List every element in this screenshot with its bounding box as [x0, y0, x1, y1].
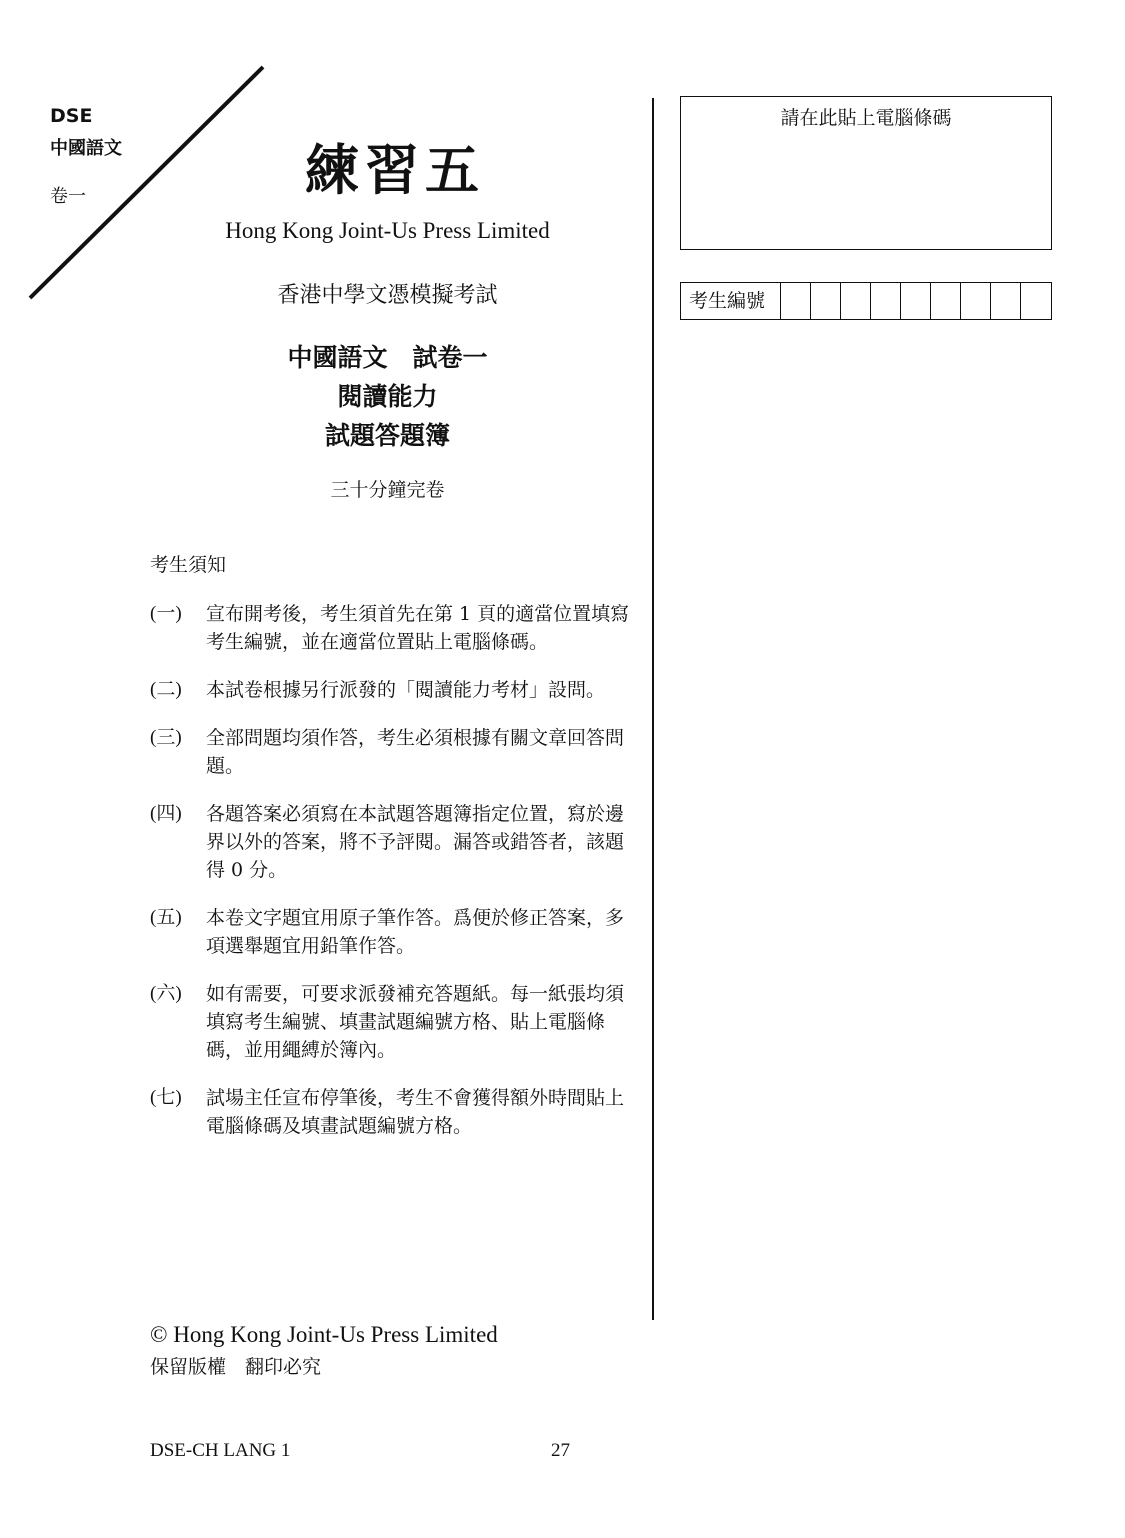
subject-line: 中國語文 試卷一 [287, 343, 488, 372]
publisher-name: Hong Kong Joint-Us Press Limited [225, 218, 550, 243]
instruction-number: (一) [150, 603, 182, 624]
instruction-item [150, 724, 630, 780]
candidate-number-cell[interactable] [811, 283, 841, 319]
corner-exam-label: DSE [50, 105, 93, 127]
instruction-number: (三) [150, 727, 182, 748]
instruction-text: 各題答案必須寫在本試題答題簿指定位置，寫於邊界以外的答案，將不予評閱。漏答或錯答者，該題得 0 分。 [206, 803, 625, 881]
instruction-item [150, 800, 630, 884]
candidate-number-label: 考生編號 [681, 283, 781, 319]
footer-page-number: 27 [551, 1440, 570, 1461]
instruction-number: (六) [150, 983, 182, 1004]
page-divider-line [652, 98, 654, 1320]
barcode-area[interactable] [680, 96, 1052, 250]
barcode-label: 請在此貼上電腦條碼 [780, 107, 952, 129]
candidate-number-row [680, 282, 1052, 320]
corner-subject-label: 中國語文 [50, 138, 122, 159]
instruction-item [150, 1084, 630, 1140]
candidate-number-cell[interactable] [781, 283, 811, 319]
instruction-text: 本卷文字題宜用原子筆作答。爲便於修正答案，多項選舉題宜用鉛筆作答。 [206, 907, 625, 957]
candidate-number-cell[interactable] [1021, 283, 1051, 319]
candidate-number-cell[interactable] [991, 283, 1021, 319]
exam-name: 香港中學文憑模擬考試 [277, 283, 498, 308]
instruction-text: 全部問題均須作答，考生必須根據有關文章回答問題。 [206, 727, 625, 777]
corner-diagonal-line [0, 0, 300, 310]
duration-text: 三十分鐘完卷 [330, 479, 445, 501]
instruction-number: (二) [150, 679, 182, 700]
instruction-text: 試場主任宣布停筆後，考生不會獲得額外時間貼上電腦條碼及填畫試題編號方格。 [206, 1087, 625, 1137]
instruction-item [150, 904, 630, 960]
instruction-number: (五) [150, 907, 182, 928]
footer-paper-code: DSE-CH LANG 1 [150, 1440, 291, 1461]
instructions-title: 考生須知 [150, 554, 227, 576]
instruction-text: 本試卷根據另行派發的「閱讀能力考材」設問。 [206, 679, 606, 701]
instruction-item [150, 600, 630, 656]
copyright-notice: © Hong Kong Joint-Us Press Limited [150, 1322, 498, 1347]
instruction-text: 如有需要，可要求派發補充答題紙。每一紙張均須填寫考生編號、填畫試題編號方格、貼上電腦條碼，並用繩縛於簿內。 [206, 983, 625, 1061]
corner-paper-label: 卷一 [50, 186, 86, 207]
rights-notice: 保留版權 翻印必究 [150, 1356, 322, 1378]
instruction-item [150, 980, 630, 1064]
candidate-number-cell[interactable] [961, 283, 991, 319]
candidate-number-cell[interactable] [871, 283, 901, 319]
candidate-number-cell[interactable] [901, 283, 931, 319]
instruction-number: (四) [150, 803, 182, 824]
subject-line: 試題答題簿 [324, 421, 450, 450]
instructions-list [150, 600, 630, 1160]
instruction-text: 宣布開考後，考生須首先在第 1 頁的適當位置填寫考生編號，並在適當位置貼上電腦條碼。 [206, 603, 630, 653]
subject-line: 閱讀能力 [337, 382, 438, 411]
subject-heading [150, 338, 625, 455]
exercise-title: 練習五 [305, 138, 485, 202]
candidate-number-cell[interactable] [841, 283, 871, 319]
instruction-item [150, 676, 630, 704]
instruction-number: (七) [150, 1087, 182, 1108]
candidate-number-cell[interactable] [931, 283, 961, 319]
